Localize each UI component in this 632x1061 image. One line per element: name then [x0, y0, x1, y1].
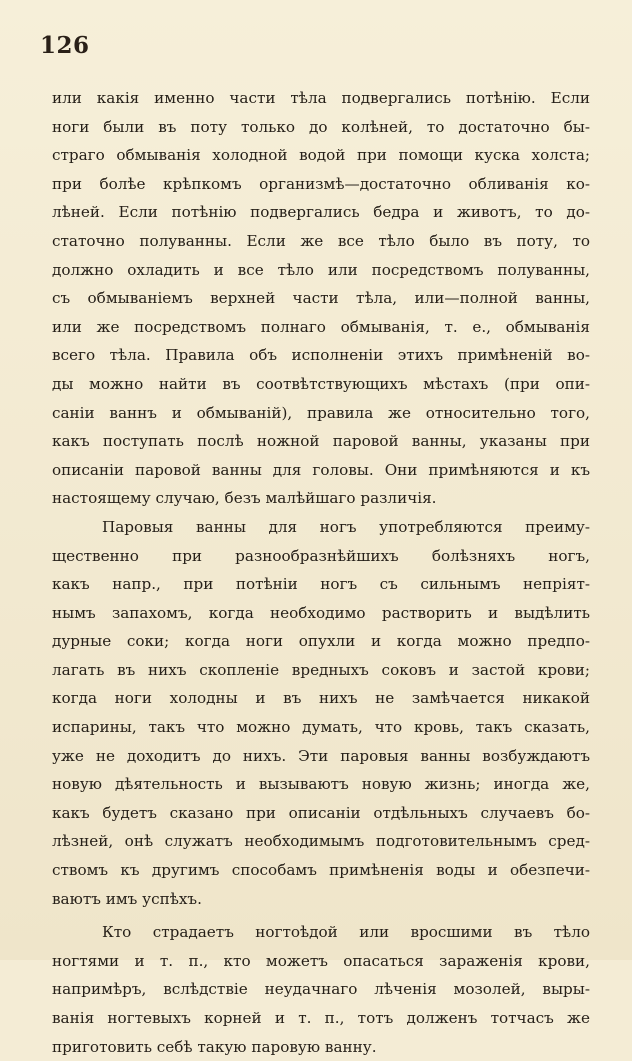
paragraph-1: [52, 84, 590, 513]
text-line: ноги были въ поту только до колѣней, то достаточно бы-: [52, 117, 590, 136]
text-line: какъ поступать послѣ ножной паровой ванны, указаны при: [52, 432, 590, 451]
text-line: напримѣръ, вслѣдствіе неудачнаго лѣченія мозолей, выры-: [52, 980, 590, 999]
text-line: дурные соки; когда ноги опухли и когда можно предпо-: [52, 632, 590, 651]
text-line: когда ноги холодны и въ нихъ не замѣчается никакой: [52, 689, 590, 708]
text-line: новую дѣятельность и вызываютъ новую жизнь; иногда же,: [52, 775, 590, 794]
text-line: ды можно найти въ соотвѣтствующихъ мѣстахъ (при опи-: [52, 374, 590, 393]
page-number: 126: [40, 32, 90, 59]
text-line: лѣзней, онѣ служатъ необходимымъ подготовительнымъ сред-: [52, 832, 590, 851]
text-line: описаніи паровой ванны для головы. Они примѣняются и къ: [52, 460, 590, 479]
text-line: нымъ запахомъ, когда необходимо растворить и выдѣлить: [52, 603, 590, 622]
text-line: при болѣе крѣпкомъ организмѣ—достаточно обливанія ко-: [52, 174, 590, 193]
paragraph-3: [52, 918, 590, 1061]
text-line: приготовить себѣ такую паровую ванну.: [52, 1037, 377, 1056]
text-line: лагать въ нихъ скопленіе вредныхъ соковъ и застой крови;: [52, 660, 590, 679]
text-line: щественно при разнообразнѣйшихъ болѣзняхъ ногъ,: [52, 546, 590, 565]
text-line: испарины, такъ что можно думать, что кровь, такъ сказать,: [52, 718, 590, 737]
text-line: ванія ногтевыхъ корней и т. п., тотъ долженъ тотчасъ же: [52, 1009, 590, 1027]
text-line: статочно полуванны. Если же все тѣло было въ поту, то: [52, 231, 590, 250]
text-line: или какія именно части тѣла подвергались потѣнію. Если: [52, 89, 590, 107]
text-line: съ обмываніемъ верхней части тѣла, или—полной ванны,: [52, 289, 590, 308]
text-line: какъ напр., при потѣніи ногъ съ сильнымъ непріят-: [52, 575, 590, 594]
text-line: страго обмыванія холодной водой при помощи куска холста;: [52, 146, 590, 165]
text-line: ваютъ имъ успѣхъ.: [52, 889, 202, 908]
text-line: настоящему случаю, безъ малѣйшаго различія.: [52, 489, 437, 508]
text-line: какъ будетъ сказано при описаніи отдѣльныхъ случаевъ бо-: [52, 803, 590, 822]
body-text: [52, 84, 590, 1061]
text-line: или же посредствомъ полнаго обмыванія, т. е., обмыванія: [52, 317, 590, 336]
text-line: лѣней. Если потѣнію подвергались бедра и животъ, то до-: [52, 203, 590, 222]
text-line: должно охладить и все тѣло или посредствомъ полуванны,: [52, 260, 590, 279]
text-line: ногтями и т. п., кто можетъ опасаться зараженія крови,: [52, 951, 590, 970]
text-line: Паровыя ванны для ногъ употребляются преиму-: [102, 517, 590, 536]
text-line: всего тѣла. Правила объ исполненіи этихъ примѣненій во-: [52, 346, 590, 365]
paragraph-2: [52, 513, 590, 913]
text-line: Кто страдаетъ ногтоѣдой или вросшими въ тѣло: [102, 923, 590, 942]
text-line: ствомъ къ другимъ способамъ примѣненія воды и обезпечи-: [52, 861, 590, 880]
text-line: саніи ваннъ и обмываній), правила же относительно того,: [52, 403, 590, 422]
text-line: уже не доходитъ до нихъ. Эти паровыя ванны возбуждаютъ: [52, 746, 590, 765]
